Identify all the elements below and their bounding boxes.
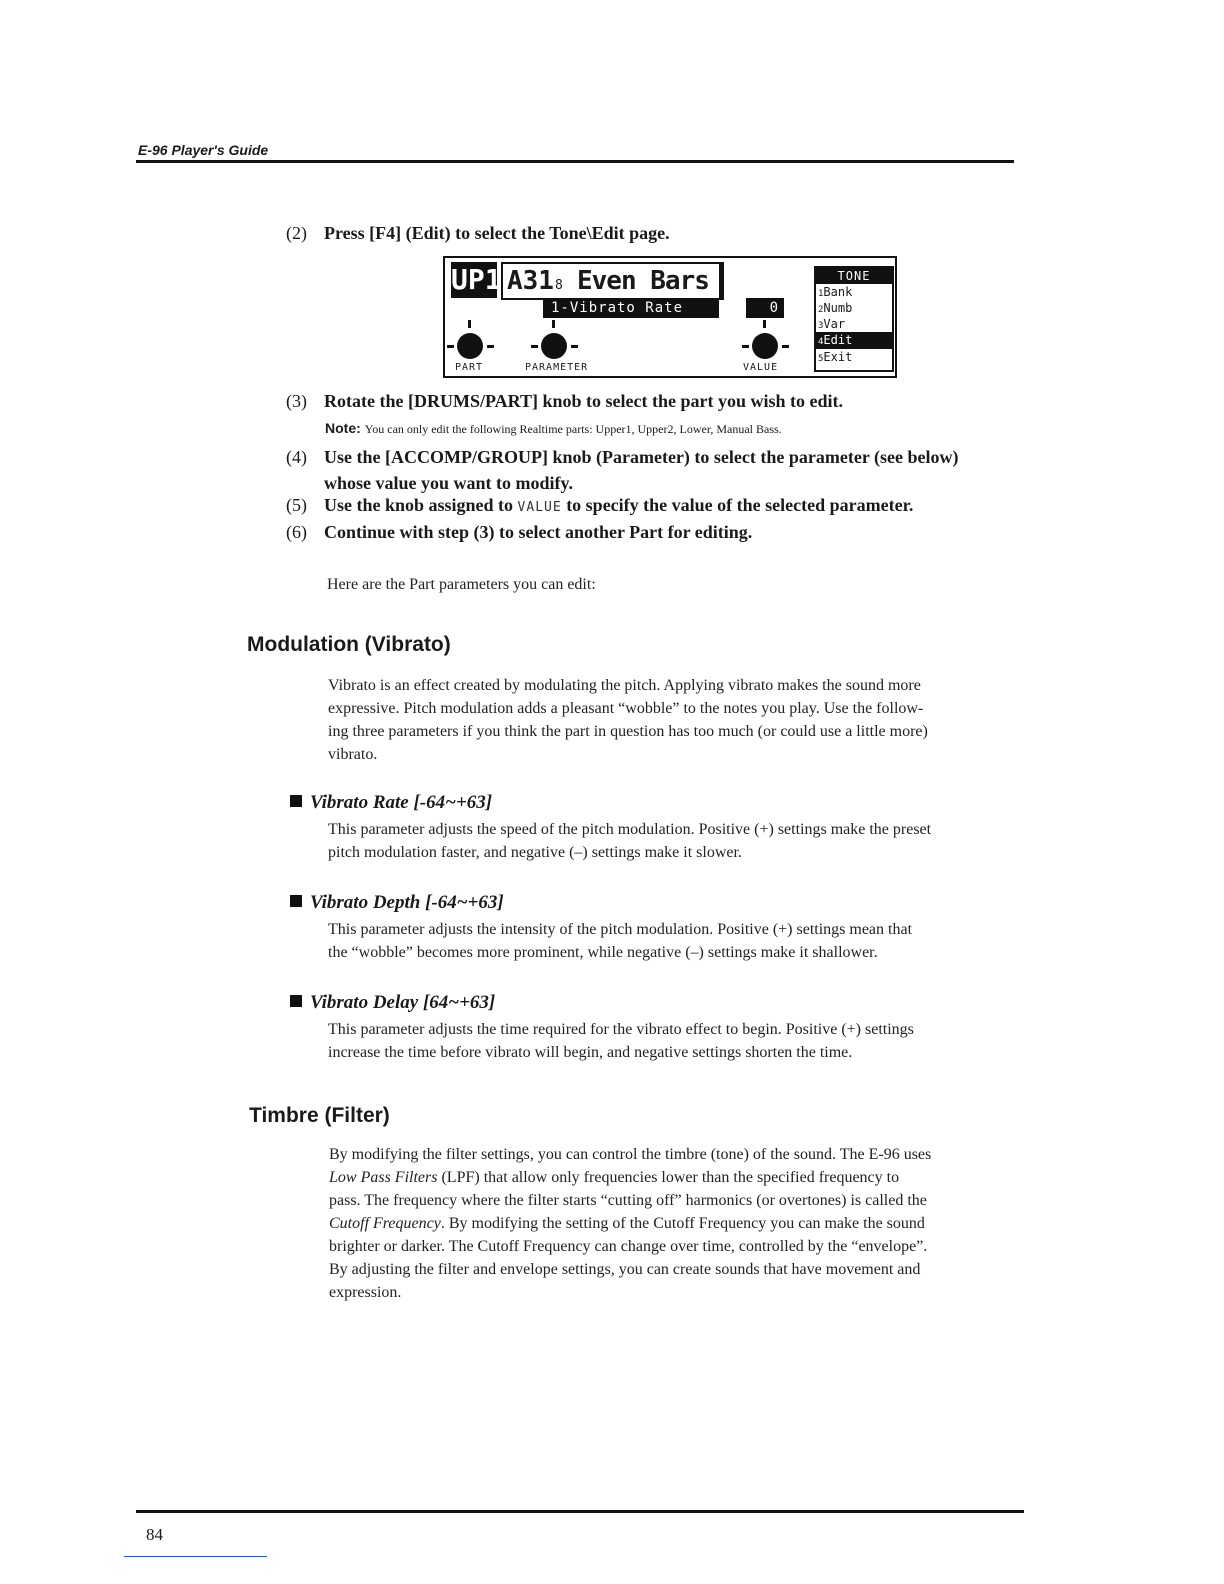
step-number: (3) bbox=[286, 391, 307, 411]
part-knob-icon bbox=[457, 333, 483, 359]
plus-dash bbox=[782, 345, 789, 348]
bullet-square-icon bbox=[290, 995, 302, 1007]
bullet-square-icon bbox=[290, 895, 302, 907]
step-4 bbox=[286, 444, 958, 496]
page-number: 84 bbox=[146, 1525, 163, 1544]
knob-mark bbox=[552, 320, 555, 328]
lcd-parameter-box: 1-Vibrato Rate bbox=[543, 298, 719, 318]
step-text: Use the knob assigned to bbox=[324, 495, 514, 515]
running-header: E-96 Player's Guide bbox=[138, 142, 269, 158]
plus-dash bbox=[487, 345, 494, 348]
footer-rule bbox=[136, 1510, 1024, 1513]
step-text: Press [F4] (Edit) to select the Tone\Edit page. bbox=[324, 223, 670, 243]
tone-menu bbox=[814, 266, 894, 372]
minus-dash bbox=[531, 345, 538, 348]
param-desc-vibrato-rate: This parameter adjusts the speed of the pitch modulation. Positive (+) settings make the preset pitch modulation faster, and negative (–) settings make it slower. bbox=[328, 821, 932, 861]
section-title-modulation: Modulation (Vibrato) bbox=[247, 633, 451, 656]
step-text-end: to specify the value of the selected parameter. bbox=[566, 495, 914, 515]
lcd-part-box: UP1 bbox=[451, 263, 502, 296]
step-number: (4) bbox=[286, 447, 307, 467]
step-number: (2) bbox=[286, 223, 307, 243]
menu-item-edit: 4Edit bbox=[816, 332, 892, 348]
tone-menu-title: TONE bbox=[816, 268, 892, 284]
section-title-timbre: Timbre (Filter) bbox=[249, 1104, 390, 1127]
lcd-label-parameter: PARAMETER bbox=[525, 362, 589, 373]
timbre-paragraph: By modifying the filter settings, you can control the timbre (tone) of the sound. The E-96 uses Low Pass Filters (LPF) that allow only frequencies lower than the specified frequency to pass. The frequency where the filter starts “cutting off” harmonics (or overtones) is called the Cutoff Frequency. By modifying the setting of the Cutoff Frequency you can make the sound brighter or darker. The Cutoff Frequency can change over time, controlled by the “envelope”. By adjusting the filter and envelope settings, you can create sounds that have movement and expression. bbox=[329, 1146, 932, 1301]
note-label: Note: bbox=[325, 420, 361, 436]
note bbox=[325, 420, 782, 438]
step-number: (6) bbox=[286, 522, 307, 542]
note-text: You can only edit the following Realtime parts: Upper1, Upper2, Lower, Manual Bass. bbox=[364, 422, 782, 436]
lcd-tone-box bbox=[501, 262, 724, 300]
lcd-tone-sub: 8 bbox=[555, 278, 563, 293]
minus-dash bbox=[447, 345, 454, 348]
intro-text: Here are the Part parameters you can edit: bbox=[327, 576, 596, 593]
step-text: Rotate the [DRUMS/PART] knob to select the part you wish to edit. bbox=[324, 391, 843, 411]
modulation-paragraph: Vibrato is an effect created by modulating the pitch. Applying vibrato makes the sound more expressive. Pitch modulation adds a pleasant “wobble” to the notes you play. Use the follow- ing three parameters if you think the part in question has too much (or could use a little more) vibrato. bbox=[328, 677, 928, 763]
param-title-vibrato-depth: Vibrato Depth [-64~+63] bbox=[290, 892, 504, 914]
lcd-tone-number: A31 bbox=[507, 266, 554, 296]
lcd-label-value: VALUE bbox=[743, 362, 779, 373]
step-number: (5) bbox=[286, 495, 307, 515]
menu-item-bank: 1Bank bbox=[818, 285, 853, 299]
step-text: Use the [ACCOMP/GROUP] knob (Parameter) to select the parameter (see below) bbox=[324, 447, 959, 467]
bullet-square-icon bbox=[290, 795, 302, 807]
menu-item-var: 3Var bbox=[818, 317, 846, 331]
param-title-vibrato-delay: Vibrato Delay [64~+63] bbox=[290, 992, 495, 1014]
parameter-knob-icon bbox=[541, 333, 567, 359]
step-2 bbox=[286, 220, 670, 246]
knob-mark bbox=[763, 320, 766, 328]
lcd-value-box: 0 bbox=[746, 298, 784, 318]
param-desc-vibrato-depth: This parameter adjusts the intensity of the pitch modulation. Positive (+) settings mean that the “wobble” becomes more prominent, while negative (–) settings make it shallower. bbox=[328, 921, 913, 961]
value-knob-icon bbox=[752, 333, 778, 359]
plus-dash bbox=[571, 345, 578, 348]
param-desc-vibrato-delay: This parameter adjusts the time required for the vibrato effect to begin. Positive (+) settings increase the time before vibrato will begin, and negative settings shorten the time. bbox=[328, 1021, 914, 1061]
knob-mark bbox=[468, 320, 471, 328]
menu-item-numb: 2Numb bbox=[818, 301, 853, 315]
step-3 bbox=[286, 388, 843, 414]
minus-dash bbox=[742, 345, 749, 348]
step-6 bbox=[286, 519, 752, 545]
lcd-screen bbox=[443, 256, 897, 378]
lcd-word-value: VALUE bbox=[517, 500, 562, 515]
menu-item-exit: 5Exit bbox=[816, 348, 892, 365]
header-rule bbox=[136, 160, 1014, 163]
lcd-label-part: PART bbox=[455, 362, 484, 373]
lcd-tone-name: Even Bars bbox=[577, 266, 709, 296]
step-text: Continue with step (3) to select another Part for editing. bbox=[324, 522, 753, 542]
step-5 bbox=[286, 492, 913, 521]
step-text-continued: whose value you want to modify. bbox=[324, 473, 574, 493]
param-title-vibrato-rate: Vibrato Rate [-64~+63] bbox=[290, 792, 492, 814]
footer-blue-line bbox=[124, 1556, 267, 1557]
